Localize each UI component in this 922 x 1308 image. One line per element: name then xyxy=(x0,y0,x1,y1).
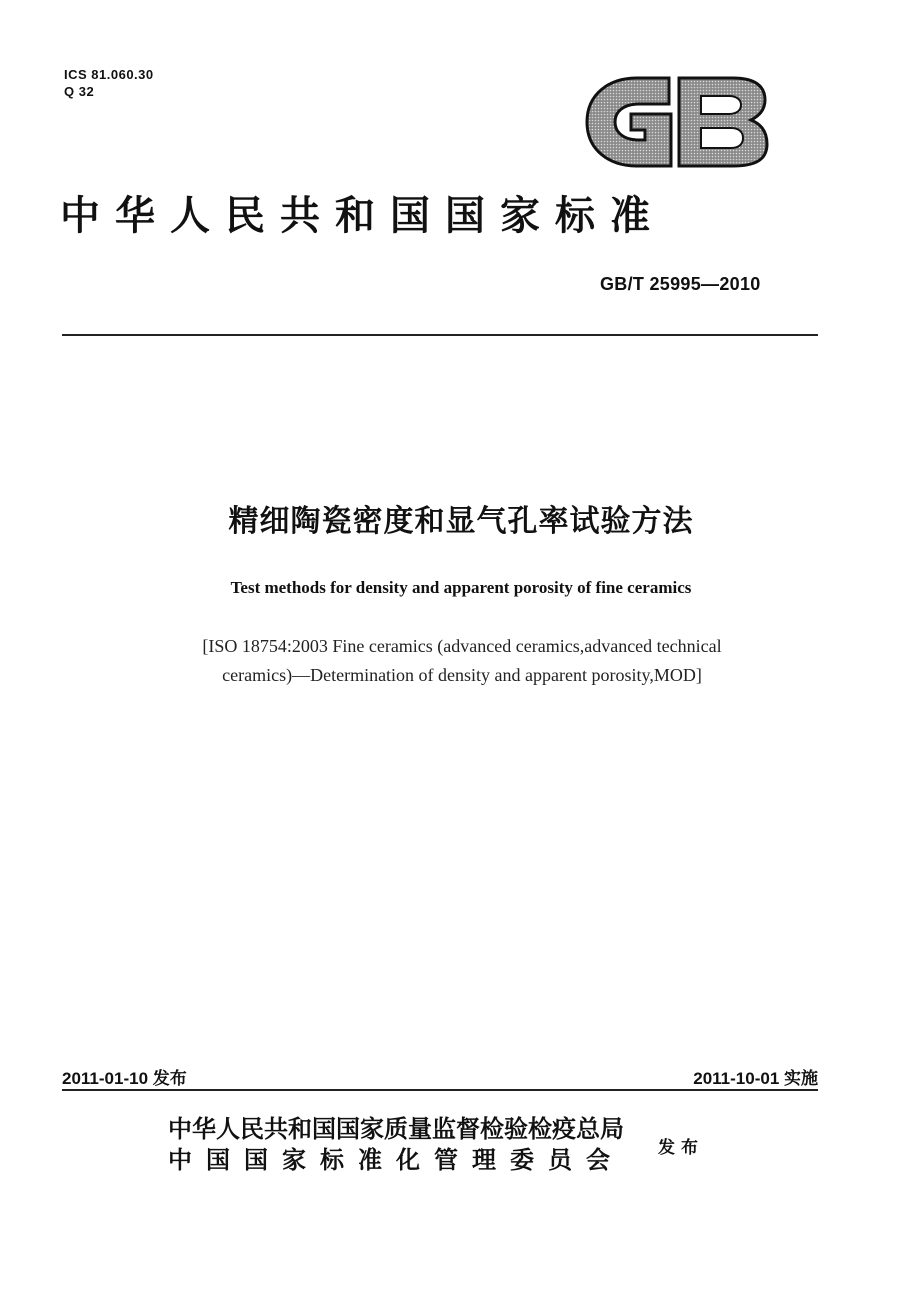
gb-logo xyxy=(585,74,769,170)
ccs-code: Q 32 xyxy=(64,84,95,99)
gb-logo-graphic xyxy=(585,74,769,170)
classification-codes xyxy=(64,66,154,100)
standard-number: GB/T 25995—2010 xyxy=(600,274,761,294)
national-standard-title: 中华人民共和国国家标准 xyxy=(60,192,665,239)
issue-date: 2011-01-10 发布 xyxy=(62,1069,187,1088)
iso-reference-line-1: [ISO 18754:2003 Fine ceramics (advanced ceramics,advanced technical xyxy=(202,636,722,656)
issuing-authorities xyxy=(168,1114,624,1176)
publish-label: 发布 xyxy=(658,1138,704,1158)
header-divider xyxy=(62,334,818,336)
iso-reference xyxy=(92,632,832,690)
implementation-date: 2011-10-01 实施 xyxy=(693,1069,818,1088)
iso-reference-line-2: ceramics)—Determination of density and apparent porosity,MOD] xyxy=(222,665,702,685)
footer-divider xyxy=(62,1089,818,1091)
document-title-english: Test methods for density and apparent porosity of fine ceramics xyxy=(230,578,692,597)
ics-code: ICS 81.060.30 xyxy=(64,67,154,82)
dates-row xyxy=(62,1064,818,1090)
authority-sac: 中国国家标准化管理委员会 xyxy=(168,1146,624,1174)
document-title-chinese: 精细陶瓷密度和显气孔率试验方法 xyxy=(228,504,694,539)
authority-aqsiq: 中华人民共和国国家质量监督检验检疫总局 xyxy=(168,1115,624,1143)
